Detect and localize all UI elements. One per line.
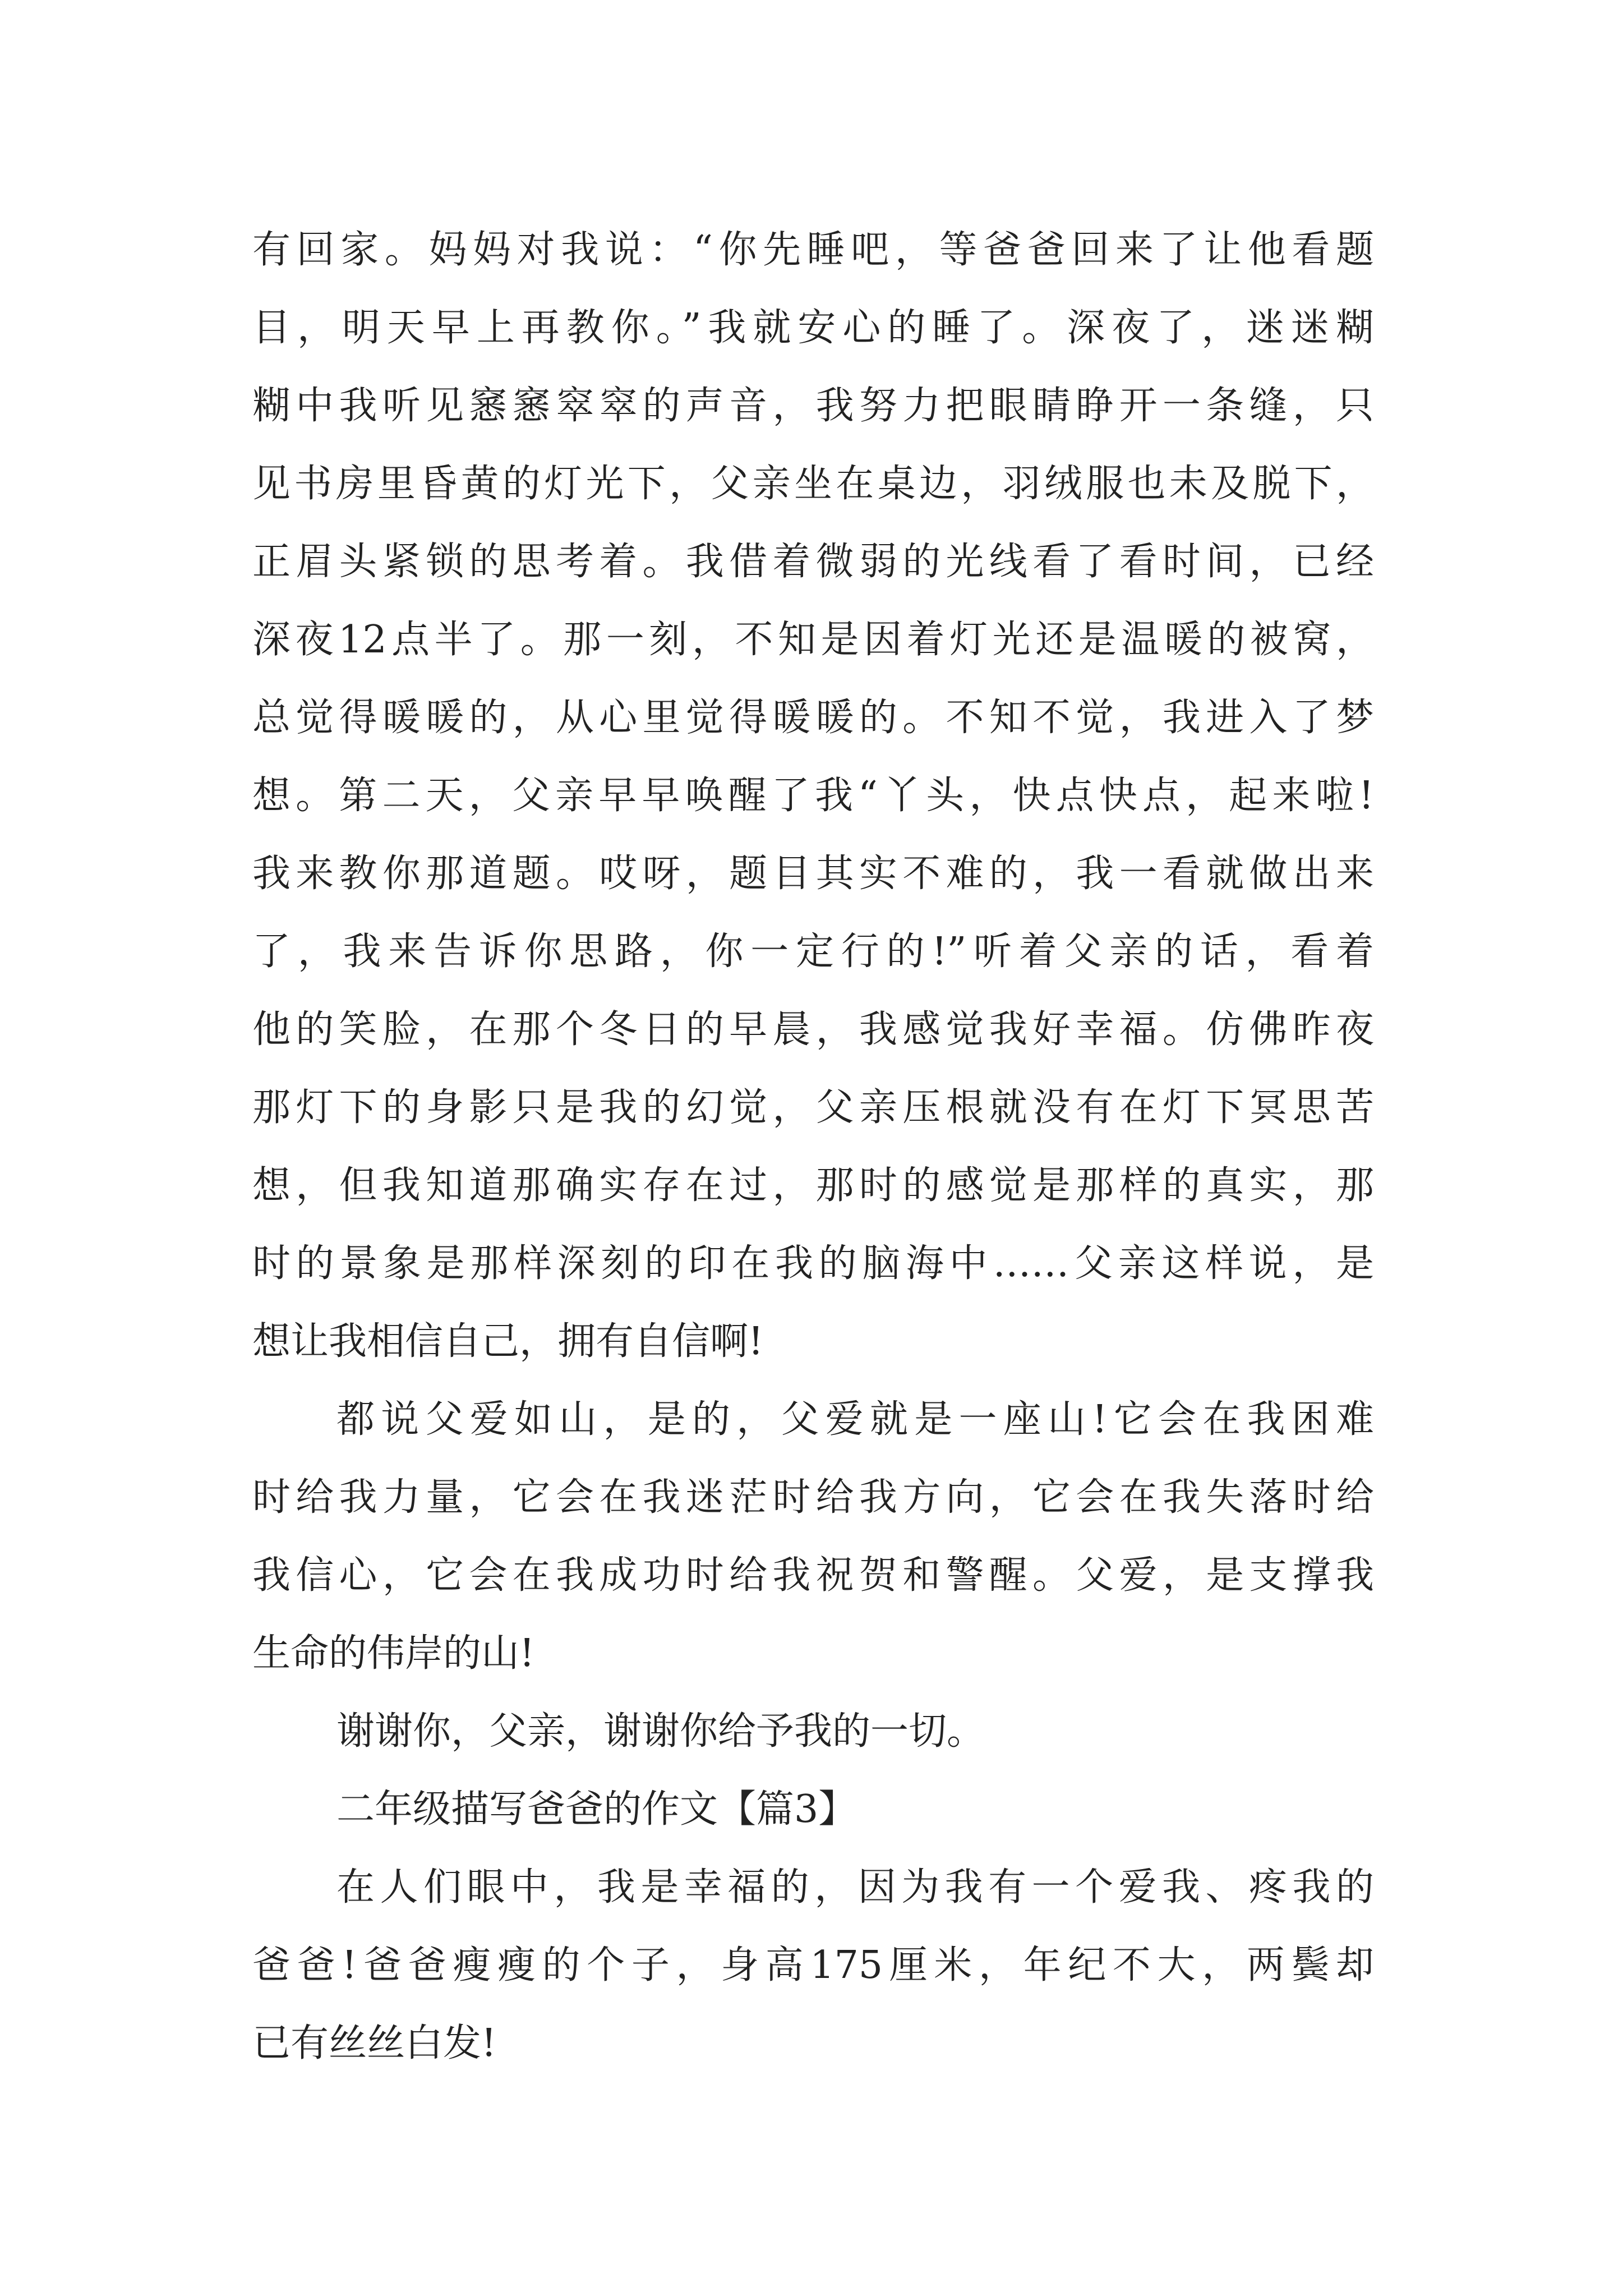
text-line: 见书房里昏黄的灯光下，父亲坐在桌边，羽绒服也未及脱下， [252, 462, 1374, 506]
text-line: 在人们眼中，我是幸福的，因为我有一个爱我、疼我的 [336, 1865, 1374, 1910]
text-line: 时给我力量，它会在我迷茫时给我方向，它会在我失落时给 [252, 1475, 1374, 1520]
text-line: 想让我相信自己，拥有自信啊! [252, 1319, 764, 1364]
text-line: 生命的伟岸的山! [252, 1631, 535, 1676]
text-line: 我信心，它会在我成功时给我祝贺和警醒。父爱，是支撑我 [252, 1553, 1374, 1598]
text-line: 了，我来告诉你思路，你一定行的!”听着父亲的话，看着 [252, 930, 1374, 974]
text-line: 爸爸!爸爸瘦瘦的个子，身高175厘米，年纪不大，两鬓却 [252, 1943, 1374, 1987]
text-line: 想。第二天，父亲早早唤醒了我“丫头，快点快点，起来啦! [252, 774, 1374, 818]
text-line: 深夜12点半了。那一刻，不知是因着灯光还是温暖的被窝， [252, 618, 1374, 662]
text-line: 二年级描写爸爸的作文【篇3】 [336, 1787, 857, 1832]
text-line: 时的景象是那样深刻的印在我的脑海中……父亲这样说，是 [252, 1241, 1374, 1286]
body-text [252, 211, 1374, 2082]
text-line: 有回家。妈妈对我说：“你先睡吧，等爸爸回来了让他看题 [252, 228, 1374, 272]
text-line: 那灯下的身影只是我的幻觉，父亲压根就没有在灯下冥思苦 [252, 1085, 1374, 1130]
text-line: 已有丝丝白发! [252, 2021, 497, 2065]
text-line: 正眉头紧锁的思考着。我借着微弱的光线看了看时间，已经 [252, 540, 1374, 584]
text-line: 谢谢你，父亲，谢谢你给予我的一切。 [336, 1709, 985, 1754]
text-line: 目，明天早上再教你。”我就安心的睡了。深夜了，迷迷糊 [252, 306, 1374, 350]
text-line: 我来教你那道题。哎呀，题目其实不难的，我一看就做出来 [252, 852, 1374, 896]
text-line: 他的笑脸，在那个冬日的早晨，我感觉我好幸福。仿佛昨夜 [252, 1007, 1374, 1052]
text-line: 糊中我听见窸窸窣窣的声音，我努力把眼睛睁开一条缝，只 [252, 384, 1374, 428]
text-line: 都说父爱如山，是的，父爱就是一座山!它会在我困难 [336, 1397, 1374, 1442]
text-line: 总觉得暖暖的，从心里觉得暖暖的。不知不觉，我进入了梦 [252, 696, 1374, 740]
text-line: 想，但我知道那确实存在过，那时的感觉是那样的真实，那 [252, 1163, 1374, 1208]
